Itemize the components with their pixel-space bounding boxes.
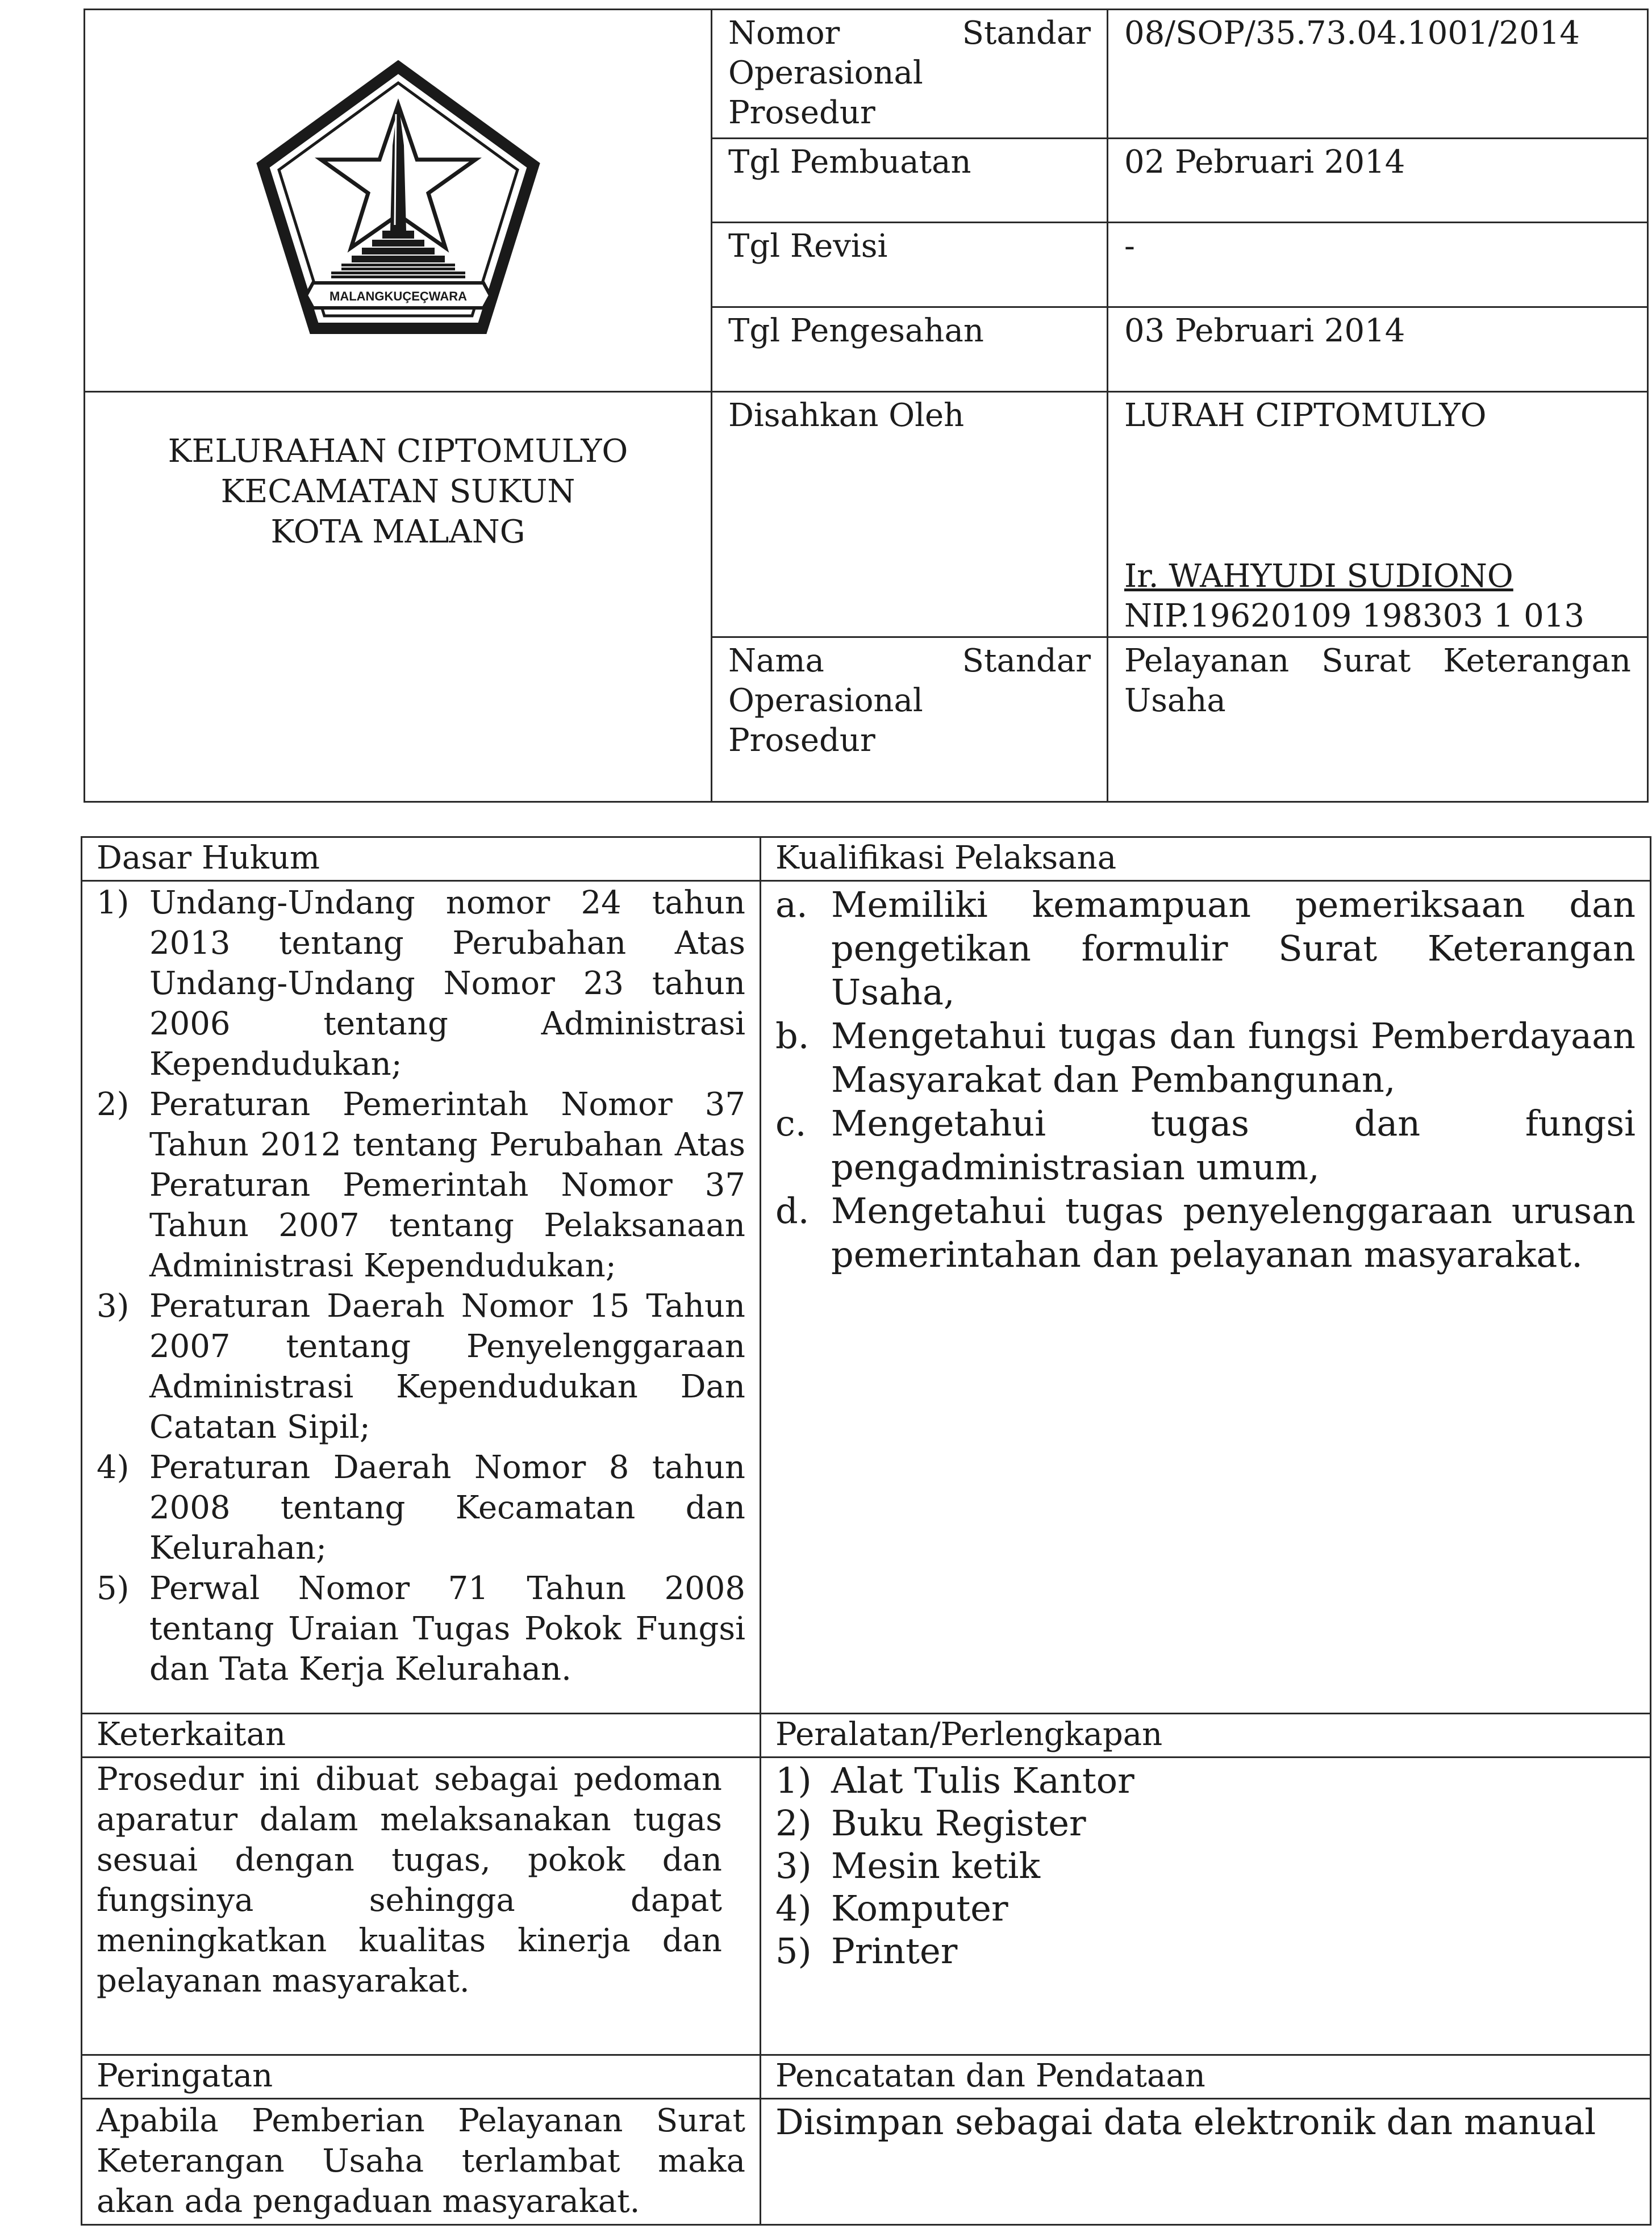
- peringatan-text: Apabila Pemberian Pelayanan Surat Keterangan Usaha terlambat maka akan ada pengaduan masyarakat.: [97, 2102, 745, 2220]
- dasar-hukum-content: [82, 881, 761, 1714]
- disahkan-oleh-label: Disahkan Oleh: [712, 392, 1108, 637]
- signatory-name: Ir. WAHYUDI SUDIONO: [1124, 558, 1513, 595]
- peralatan-list: [775, 1759, 1636, 1972]
- tgl-pembuatan-label: Tgl Pembuatan: [712, 139, 1108, 223]
- list-item: 5) Perwal Nomor 71 Tahun 2008 tentang Uraian Tugas Pokok Fungsi dan Tata Kerja Kelurahan.: [97, 1570, 745, 1688]
- logo-cell: [85, 10, 712, 392]
- nama-sop-label: Nama Standar Operasional Prosedur: [712, 637, 1108, 802]
- list-item: 5) Printer: [775, 1930, 958, 1972]
- keterkaitan-heading: Keterkaitan: [82, 1714, 761, 1758]
- list-item: c. Mengetahui tugas dan fungsi pengadministrasian umum,: [775, 1103, 1636, 1188]
- organization-name: [85, 392, 712, 802]
- peringatan-content: [82, 2099, 761, 2225]
- tgl-revisi-label: Tgl Revisi: [712, 223, 1108, 307]
- disahkan-oleh-value: [1108, 392, 1648, 637]
- kualifikasi-content: [761, 881, 1651, 1714]
- list-item: 3) Mesin ketik: [775, 1845, 1041, 1886]
- list-item: 1) Undang-Undang nomor 24 tahun 2013 tentang Perubahan Atas Undang-Undang Nomor 23 tahun 2006 tentang Administrasi Kependudukan;: [97, 884, 745, 1083]
- list-item: d. Mengetahui tugas penyelenggaraan urusan pemerintahan dan pelayanan masyarakat.: [775, 1190, 1636, 1275]
- org-line-kecamatan: KECAMATAN SUKUN: [220, 473, 575, 510]
- kualifikasi-heading: Kualifikasi Pelaksana: [761, 837, 1651, 881]
- list-item: 4) Peraturan Daerah Nomor 8 tahun 2008 tentang Kecamatan dan Kelurahan;: [97, 1449, 745, 1567]
- dasar-hukum-heading: Dasar Hukum: [82, 837, 761, 881]
- sop-detail-table: [81, 836, 1651, 2226]
- nomor-sop-value: 08/SOP/35.73.04.1001/2014: [1108, 10, 1648, 139]
- tgl-pengesahan-label: Tgl Pengesahan: [712, 307, 1108, 392]
- kualifikasi-list: [775, 883, 1636, 1276]
- list-item: b. Mengetahui tugas dan fungsi Pemberdayaan Masyarakat dan Pembangunan,: [775, 1015, 1636, 1100]
- tgl-pembuatan-value: 02 Pebruari 2014: [1108, 139, 1648, 223]
- list-item: 2) Peraturan Pemerintah Nomor 37 Tahun 2012 tentang Perubahan Atas Peraturan Pemerintah Nomor 37 Tahun 2007 tentang Pelaksanaan Administrasi Kependudukan;: [97, 1086, 745, 1284]
- keterkaitan-text: Prosedur ini dibuat sebagai pedoman aparatur dalam melaksanakan tugas sesuai dengan tugas, pokok dan fungsinya sehingga dapat meningkatkan kualitas kinerja dan pelayanan masyarakat.: [97, 1761, 722, 2000]
- nomor-sop-label: Nomor Standar Operasional Prosedur: [712, 10, 1108, 139]
- org-line-kota: KOTA MALANG: [270, 514, 525, 550]
- list-item: 2) Buku Register: [775, 1802, 1086, 1844]
- dasar-hukum-list: [97, 883, 745, 1689]
- emblem-motto: MALANGKUÇEÇWARA: [329, 289, 467, 303]
- list-item: 3) Peraturan Daerah Nomor 15 Tahun 2007 tentang Penyelenggaraan Administrasi Kependudukan Dan Catatan Sipil;: [97, 1288, 745, 1446]
- list-item: a. Memiliki kemampuan pemeriksaan dan pengetikan formulir Surat Keterangan Usaha,: [775, 884, 1636, 1013]
- peralatan-content: [761, 1758, 1651, 2055]
- pencatatan-heading: Pencatatan dan Pendataan: [761, 2055, 1651, 2099]
- tgl-pengesahan-value: 03 Pebruari 2014: [1108, 307, 1648, 392]
- pencatatan-content: [761, 2099, 1651, 2225]
- keterkaitan-content: [82, 1758, 761, 2055]
- signatory-nip: NIP.19620109 198303 1 013: [1124, 598, 1584, 635]
- signatory-title: LURAH CIPTOMULYO: [1124, 397, 1487, 434]
- nama-sop-value: Pelayanan Surat Keterangan Usaha: [1108, 637, 1648, 802]
- peralatan-heading: Peralatan/Perlengkapan: [761, 1714, 1651, 1758]
- sop-header-table: [84, 9, 1649, 803]
- tgl-revisi-value: -: [1108, 223, 1648, 307]
- peringatan-heading: Peringatan: [82, 2055, 761, 2099]
- list-item: 1) Alat Tulis Kantor: [775, 1760, 1134, 1801]
- pencatatan-text: Disimpan sebagai data elektronik dan manual: [775, 2101, 1596, 2143]
- list-item: 4) Komputer: [775, 1888, 1008, 1929]
- malang-city-emblem-icon: [256, 60, 540, 339]
- org-line-kelurahan: KELURAHAN CIPTOMULYO: [168, 433, 628, 470]
